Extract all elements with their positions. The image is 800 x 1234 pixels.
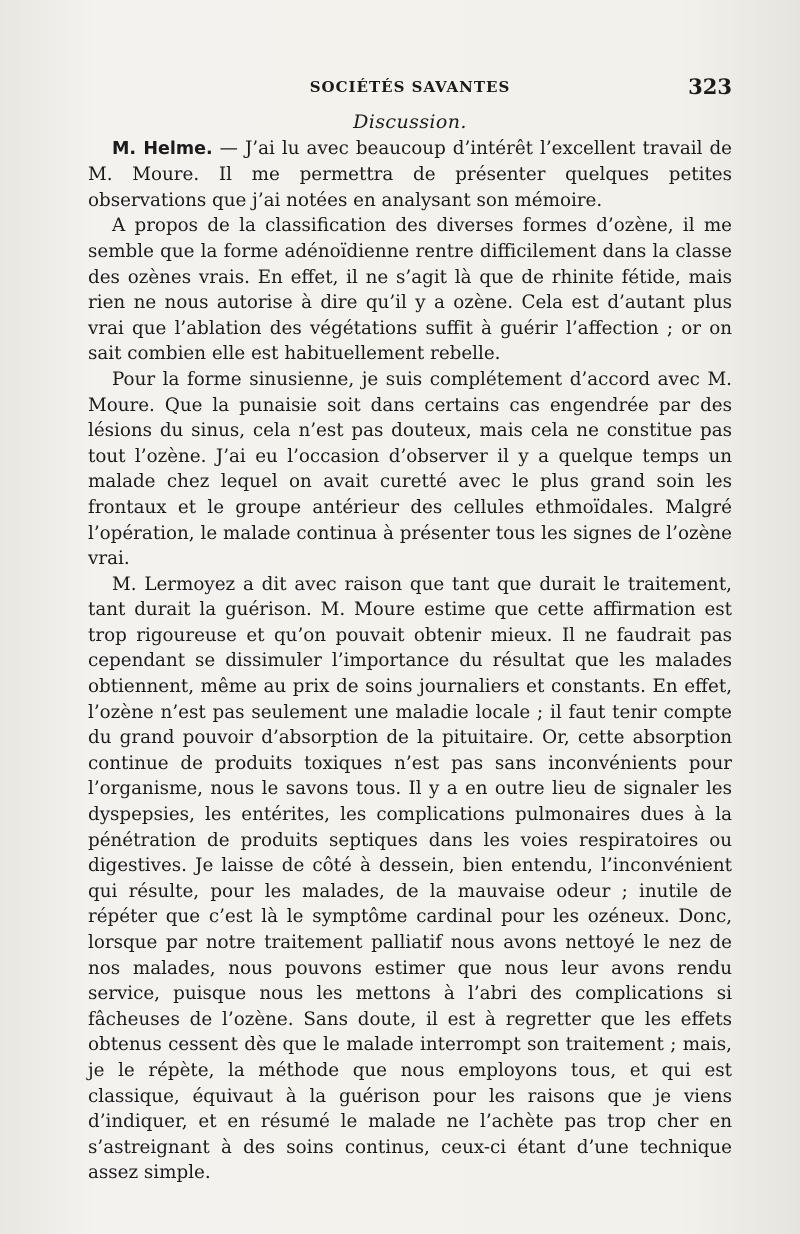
page-number: 323 — [688, 74, 732, 99]
body-text — [88, 110, 732, 1186]
paragraph-classification: A propos de la classification des diverses formes d’ozène, il me semble que la forme adénoïdienne rentre difficilement dans la classe des ozènes vrais. En effet, il ne s’agit là que de rhinite fétide, mais rien ne nous autorise à dire qu’il y a ozène. Cela est d’autant plus vrai que l’ablation des végétations suffit à guérir l’affection ; or on sait combien elle est habituellement rebelle. — [88, 215, 732, 365]
running-head: SOCIÉTÉS SAVANTES — [309, 78, 511, 96]
paragraph-text: — J’ai lu avec beaucoup d’intérêt l’excellent travail de M. Moure. Il me permettra de présenter quelques petites observations que j’ai notées en analysant son mémoire. — [88, 137, 732, 211]
paragraph-helme-intro — [88, 136, 732, 214]
section-title: Discussion. — [353, 111, 467, 133]
page-header — [88, 76, 732, 102]
speaker-name: M. Helme. — [112, 138, 213, 159]
paragraph-treatment: M. Lermoyez a dit avec raison que tant que durait le traitement, tant durait la guérison. M. Moure estime que cette affirmation est trop rigoureuse et qu’on pouvait obtenir mieux. Il ne faudrait pas cependant se dissimuler l’importance du résultat que les malades obtiennent, même au prix de soins journaliers et constants. En effet, l’ozène n’est pas seulement une maladie locale ; il faut tenir compte du grand pouvoir d’absorption de la pituitaire. Or, cette absorption continue de produits toxiques n’est pas sans inconvénients pour l’organisme, nous le savons tous. Il y a en outre lieu de signaler les dyspepsies, les entérites, les complications pulmonaires dues à la pénétration de produits septiques dans les voies respiratoires ou digestives. Je laisse de côté à dessein, bien entendu, l’inconvénient qui résulte, pour les malades, de la mauvaise odeur ; inutile de répéter que c’est là le symptôme cardinal pour les ozéneux. Donc, lorsque par notre traitement palliatif nous avons nettoyé le nez de nos malades, nous pouvons estimer que nous leur avons rendu service, puisque nous les mettons à l’abri des complications si fâcheuses de l’ozène. Sans doute, il est à regretter que les effets obtenus cessent dès que le malade interrompt son traitement ; mais, je le répète, la méthode que nous employons tous, et qui est classique, équivaut à la guérison pour les raisons que je viens d’indiquer, et en résumé le malade ne l’achète pas trop cher en s’astreignant à des soins continus, ceux-ci étant d’une technique assez simple. — [88, 573, 732, 1184]
paragraph-sinus-form: Pour la forme sinusienne, je suis complétement d’accord avec M. Moure. Que la punaisie soit dans certains cas engendrée par des lésions du sinus, cela n’est pas douteux, mais cela ne constitue pas tout l’ozène. J’ai eu l’occasion d’observer il y a quelque temps un malade chez lequel on avait curetté avec le plus grand soin les frontaux et le groupe antérieur des cellules ethmoïdales. Malgré l’opération, le malade continua à présenter tous les signes de l’ozène vrai. — [88, 368, 732, 570]
